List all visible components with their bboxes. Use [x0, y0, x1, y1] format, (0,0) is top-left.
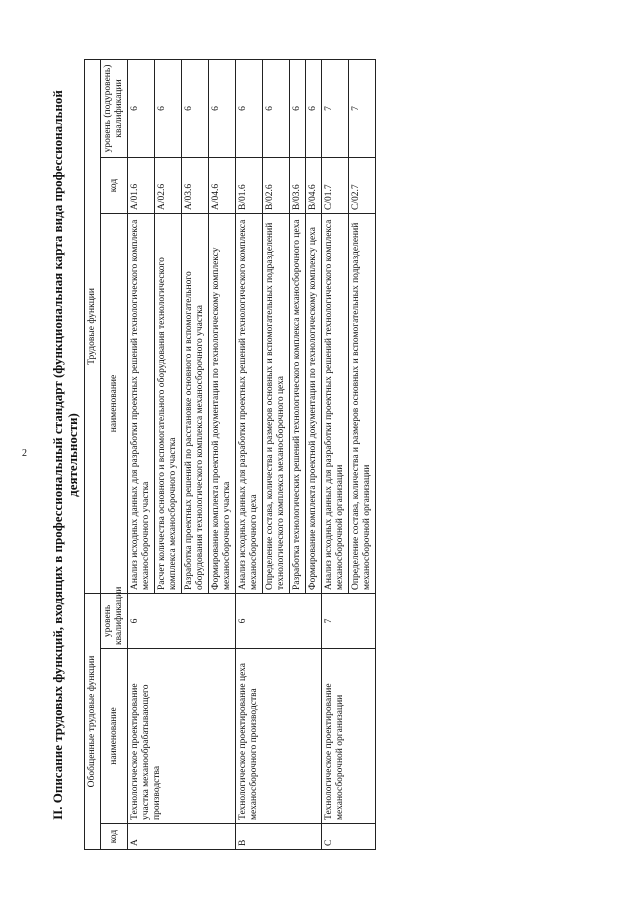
function-code: B/01.6	[236, 157, 263, 213]
group-name: Технологическое проектирование механосборочной организации	[322, 649, 376, 824]
function-code: B/02.6	[263, 157, 290, 213]
function-level: 6	[155, 59, 182, 157]
function-level: 6	[209, 59, 236, 157]
table-row	[236, 59, 263, 849]
header-qual-level: уровень квалификации	[101, 593, 128, 648]
header-fn-name: наименование	[101, 213, 128, 593]
header-generalized: Обобщенные трудовые функции	[85, 593, 101, 849]
function-level: 7	[322, 59, 349, 157]
function-level: 6	[236, 59, 263, 157]
function-name: Разработка проектных решений по расстановке основного и вспомогательного оборудования технологического комплекса механосборочного участка	[182, 213, 209, 593]
function-level: 6	[290, 59, 306, 157]
page-number: 2	[22, 448, 27, 459]
section-title: II. Описание трудовых функций, входящих в профессиональный стандарт (функциональная карта вида профессиональной деятельности)	[50, 90, 80, 820]
header-sublevel: уровень (подуровень) квалификации	[101, 59, 128, 157]
group-code: A	[128, 824, 236, 850]
function-name: Определение состава, количества и размеров основных и вспомогательных подразделений механосборочной организации	[349, 213, 376, 593]
table-row	[128, 59, 155, 849]
function-name: Формирование комплекта проектной документации по технологическому комплексу цеха	[306, 213, 322, 593]
group-level: 7	[322, 593, 376, 648]
function-level: 6	[306, 59, 322, 157]
function-code: C/02.7	[349, 157, 376, 213]
function-name: Определение состава, количества и размеров основных и вспомогательных подразделений технологического комплекса механосборочного цеха	[263, 213, 290, 593]
header-row-2	[101, 59, 128, 849]
function-code: A/03.6	[182, 157, 209, 213]
function-code: A/04.6	[209, 157, 236, 213]
function-name: Анализ исходных данных для разработки проектных решений технологического комплекса механосборочного участка	[128, 213, 155, 593]
function-level: 6	[128, 59, 155, 157]
function-code: B/03.6	[290, 157, 306, 213]
table-row	[322, 59, 349, 849]
function-code: A/02.6	[155, 157, 182, 213]
group-level: 6	[236, 593, 322, 648]
function-name: Разработка технологических решений технологического комплекса механосборочного цеха	[290, 213, 306, 593]
function-code: C/01.7	[322, 157, 349, 213]
function-level: 6	[263, 59, 290, 157]
functional-map-table	[84, 59, 376, 850]
function-name: Анализ исходных данных для разработки проектных решений технологического комплекса механосборочной организации	[322, 213, 349, 593]
rotated-content	[50, 60, 570, 850]
function-code: B/04.6	[306, 157, 322, 213]
group-level: 6	[128, 593, 236, 648]
header-functions: Трудовые функции	[85, 59, 101, 593]
group-name: Технологическое проектирование участка механообрабатывающего производства	[128, 649, 236, 824]
group-code: C	[322, 824, 376, 850]
function-level: 7	[349, 59, 376, 157]
header-code: код	[101, 824, 128, 850]
group-name: Технологическое проектирование цеха механосборочного производства	[236, 649, 322, 824]
function-level: 6	[182, 59, 209, 157]
header-fn-code: код	[101, 157, 128, 213]
function-code: A/01.6	[128, 157, 155, 213]
function-name: Анализ исходных данных для разработки проектных решений технологического комплекса механосборочного цеха	[236, 213, 263, 593]
function-name: Расчет количества основного и вспомогательного оборудования технологического комплекса механосборочного участка	[155, 213, 182, 593]
header-row-1	[85, 59, 101, 849]
function-name: Формирование комплекта проектной документации по технологическому комплексу механосборочного участка	[209, 213, 236, 593]
group-code: B	[236, 824, 322, 850]
header-name: наименование	[101, 649, 128, 824]
